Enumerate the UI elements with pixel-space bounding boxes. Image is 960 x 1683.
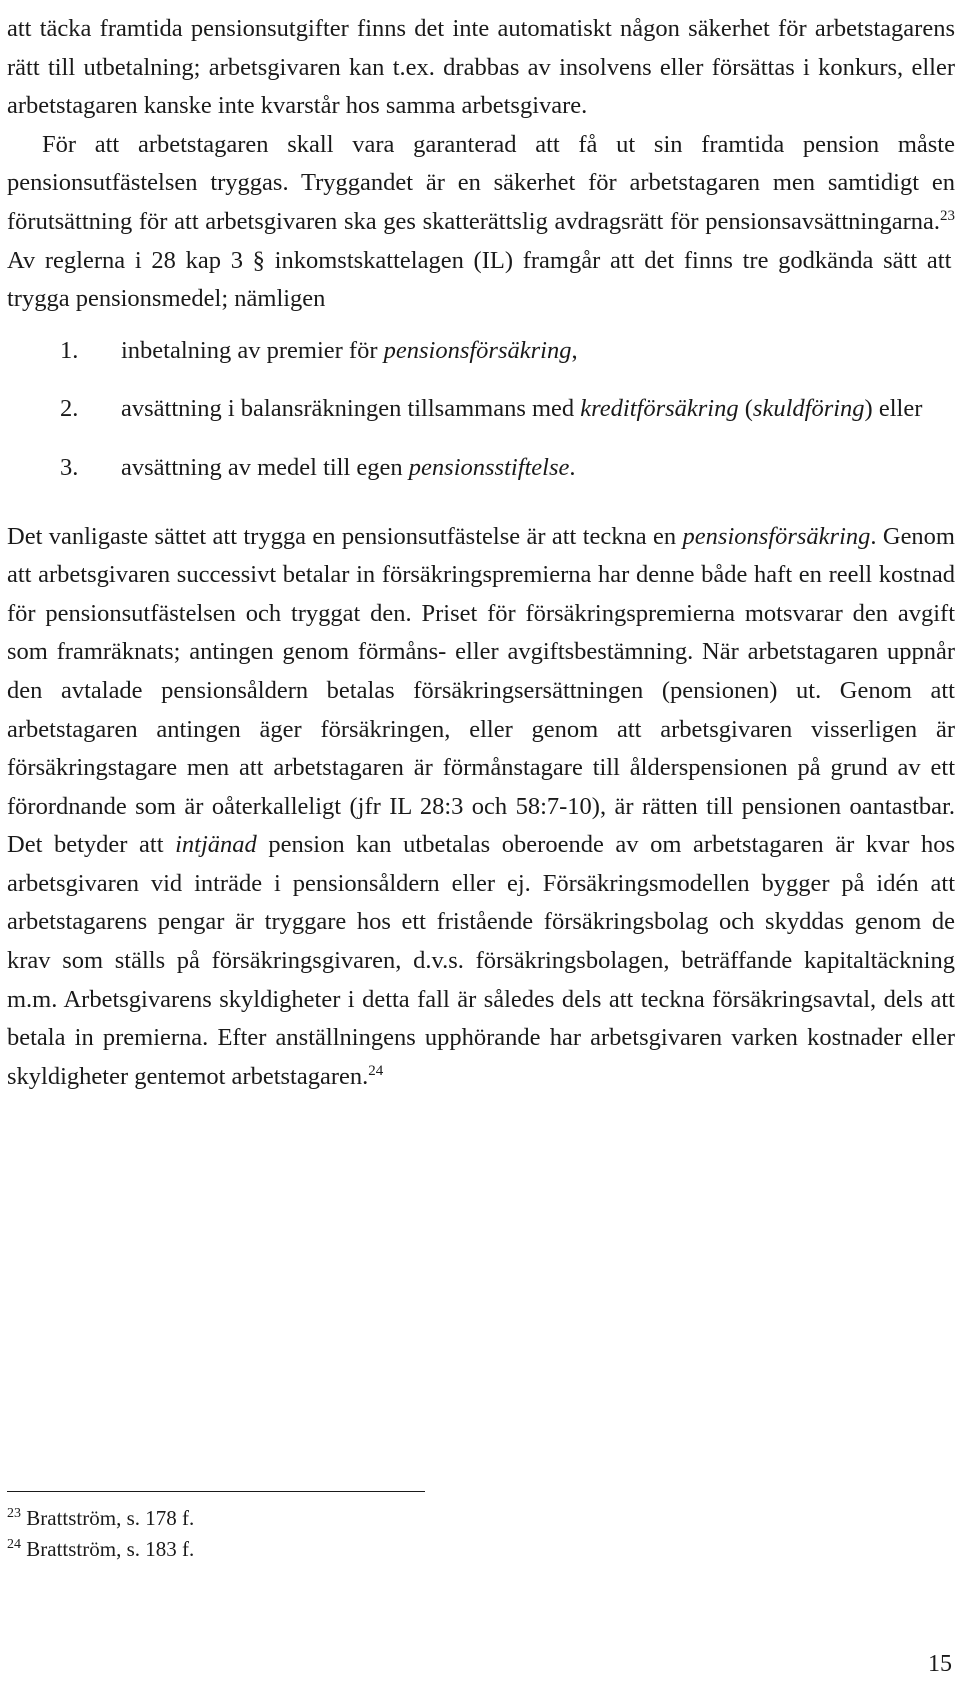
list-item <box>7 390 955 429</box>
paragraph-text: För att arbetstagaren skall vara garanterad att få ut sin framtida pension måste pensionsutfästelsen tryggas. Tryggandet är en säkerhet för arbetstagaren men samtidigt en förutsättning för att arbetsgivaren ska ges skatterättslig avdragsrätt för pensionsavsättningarna. <box>7 130 955 235</box>
footnote-ref[interactable]: 24 <box>368 1062 384 1079</box>
paragraph-emphasis: intjänad <box>175 831 257 859</box>
list-number: 2. <box>60 395 79 423</box>
footnote <box>7 1534 947 1565</box>
list-item <box>7 332 955 371</box>
footnote-text: Brattström, s. 178 f. <box>21 1506 195 1530</box>
list-text: , <box>571 336 578 364</box>
list-number: 1. <box>60 336 79 364</box>
footnote-number: 23 <box>7 1506 21 1521</box>
list-emphasis: kreditförsäkring <box>580 395 739 423</box>
paragraph <box>7 126 955 319</box>
paragraph-emphasis: pensionsförsäkring <box>682 522 871 550</box>
paragraph-text: Av reglerna i 28 kap 3 § inkomstskattelagen (IL) framgår att det finns tre godkända sätt att trygga pensionsmedel; nämligen <box>7 246 952 313</box>
page-number: 15 <box>928 1651 952 1677</box>
paragraph-text: . Genom att arbetsgivaren successivt betalar in försäkringspremierna har denne både haft en reell kostnad för pensionsutfästelsen och tryggat den. Priset för försäkringspremierna motsvarar den avgift som framräknats; antingen genom förmåns- eller avgiftsbestämning. När arbetstagaren uppnår den avtalade pensionsåldern betalas försäkringsersättningen (pensionen) ut. Genom att arbetstagaren antingen äger försäkringen, eller genom att arbetsgivaren visserligen är försäkringstagare men att arbetstagaren är förmånstagare till ålderspensionen på grund av ett förordnande som är oåterkalleligt (jfr IL 28:3 och 58:7-10), är rätten till pensionen oantastbar. Det betyder att <box>7 522 955 859</box>
list-item <box>7 449 955 488</box>
list-text: avsättning i balansräkningen tillsammans med <box>121 395 581 423</box>
footnote-separator <box>7 1491 425 1492</box>
list-text: avsättning av medel till egen <box>121 453 409 481</box>
list-emphasis: pensionsstiftelse <box>408 453 570 481</box>
list-number: 3. <box>60 453 79 481</box>
footnotes <box>7 1503 947 1565</box>
footnote-ref[interactable]: 23 <box>940 207 955 224</box>
footnote-text: Brattström, s. 183 f. <box>21 1537 195 1561</box>
list-text: ) eller <box>864 395 923 423</box>
numbered-list <box>7 332 955 488</box>
list-text: inbetalning av premier för <box>121 336 384 364</box>
list-text: . <box>569 453 576 481</box>
list-text: ( <box>738 395 753 423</box>
paragraph-text: pension kan utbetalas oberoende av om arbetstagaren är kvar hos arbetsgivaren vid inträde i pensionsåldern eller ej. Försäkringsmodellen bygger på idén att arbetstagarens pengar är tryggare hos ett fristående försäkringsbolag och skyddas genom de krav som ställs på försäkringsgivaren, d.v.s. försäkringsbolagen, beträffande kapitaltäckning m.m. Arbetsgivarens skyldigheter i detta fall är således dels att teckna försäkringsavtal, dels att betala in premierna. Efter anställningens upphörande har arbetsgivaren varken kostnader eller skyldigheter gentemot arbetstagaren. <box>7 831 956 1090</box>
list-emphasis: skuldföring <box>752 395 865 423</box>
paragraph <box>7 518 955 1097</box>
paragraph-text: att täcka framtida pensionsutgifter finns det inte automatiskt någon säkerhet för arbetstagarens rätt till utbetalning; arbetsgivaren kan t.ex. drabbas av insolvens eller försättas i konkurs, eller arbetstagaren kanske inte kvarstår hos samma arbetsgivare. <box>7 15 955 120</box>
footnote-number: 24 <box>7 1537 21 1552</box>
paragraph <box>7 10 955 126</box>
footnote <box>7 1503 947 1534</box>
paragraph-text: Det vanligaste sättet att trygga en pensionsutfästelse är att teckna en <box>7 522 683 550</box>
list-emphasis: pensionsförsäkring <box>383 336 572 364</box>
document-body <box>7 0 955 1096</box>
